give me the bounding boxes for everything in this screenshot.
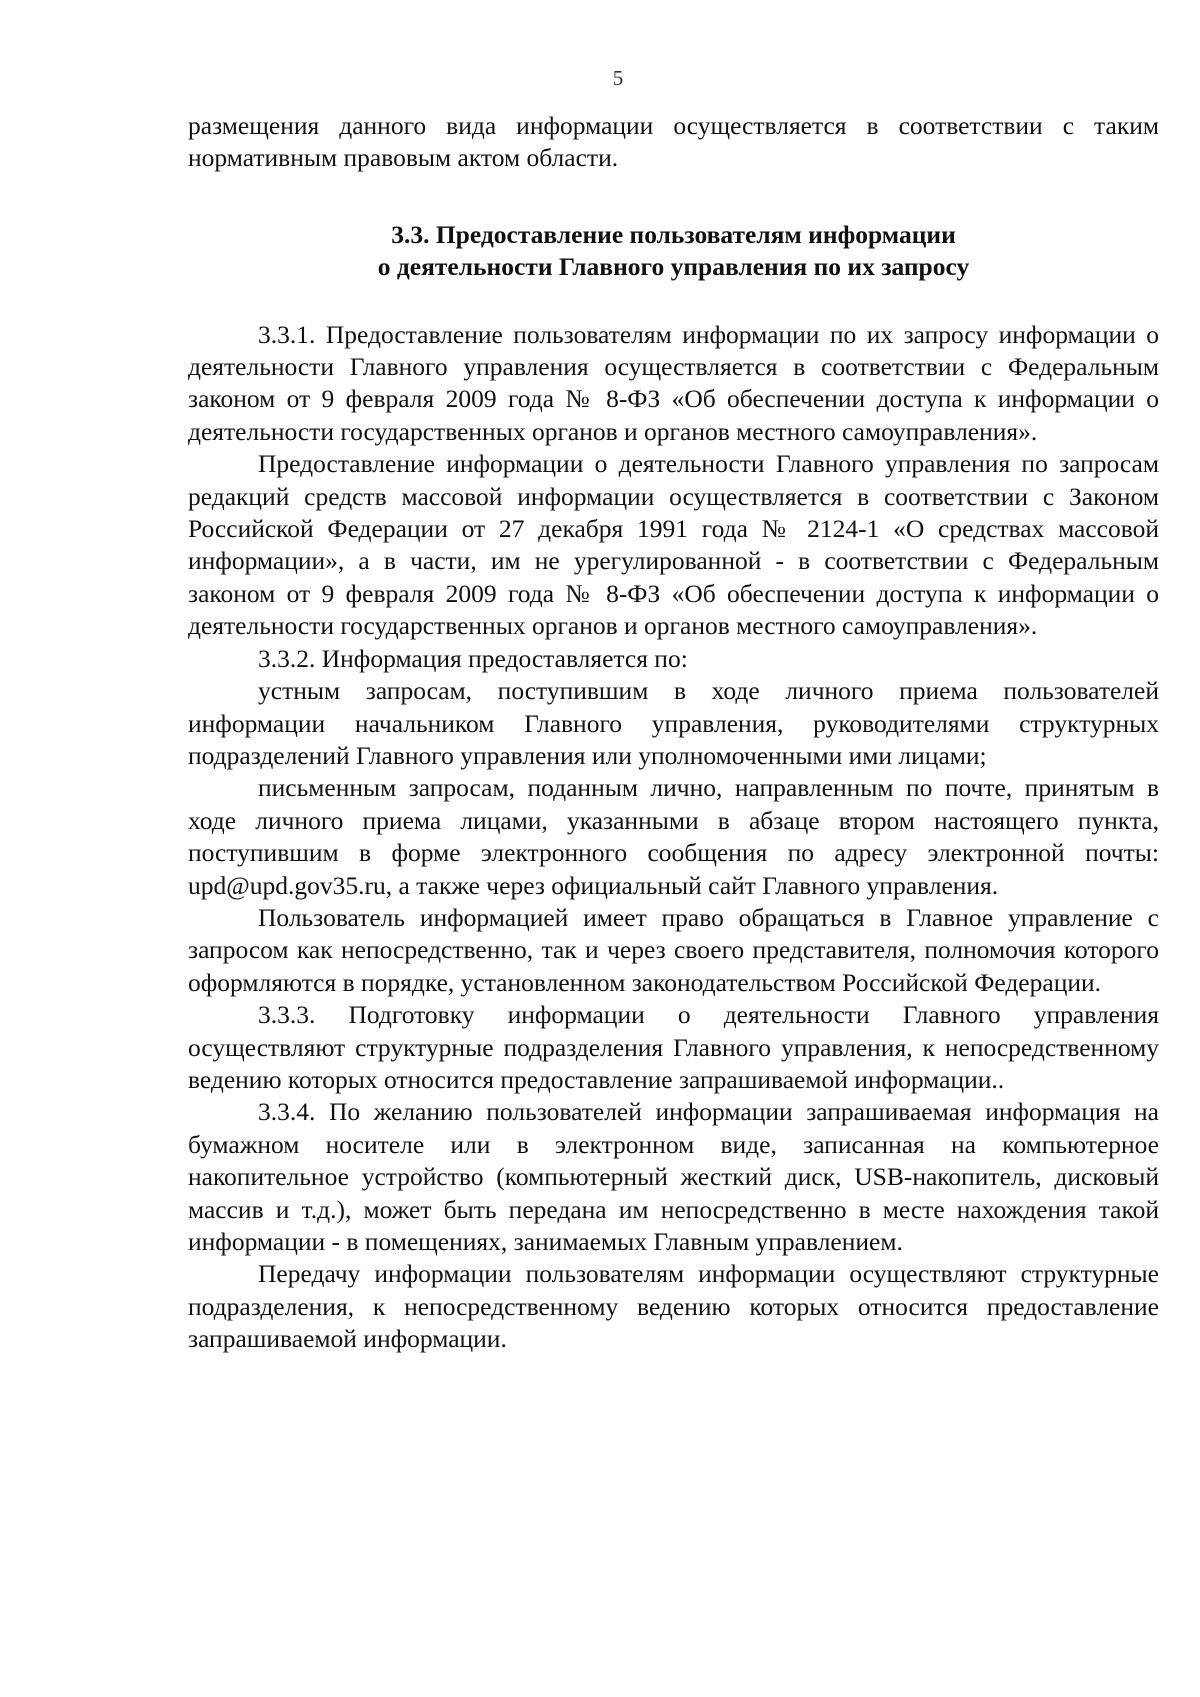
paragraph-written-requests: письменным запросам, поданным лично, направленным по почте, принятым в ходе личного приема лицами, указанными в абзаце втором настоящего пункта, поступившим в форме электронного сообщения по адресу электронной почты: upd@upd.gov35.ru, а также через официальный сайт Главного управления.	[188, 773, 1159, 900]
paragraph-user-rights: Пользователь информацией имеет право обращаться в Главное управление с запросом как непосредственно, так и через своего представителя, полномочия которого оформляются в порядке, установленном законодательством Российской Федерации.	[188, 902, 1159, 997]
section-heading-line-1: 3.3. Предоставление пользователям информации	[391, 219, 956, 249]
continuation-paragraph: размещения данного вида информации осуществляется в соответствии с таким нормативным правовым актом области.	[188, 111, 1159, 173]
section-heading	[188, 219, 1159, 284]
paragraph-3-3-1: 3.3.1. Предоставление пользователям информации по их запросу информации о деятельности Главного управления осуществляется в соответствии с Федеральным законом от 9 февраля 2009 года № 8-ФЗ «Об обеспечении доступа к информации о деятельности государственных органов и органов местного самоуправления».	[188, 319, 1159, 446]
paragraph-transfer: Передачу информации пользователям информации осуществляют структурные подразделения, к непосредственному ведению которых относится предоставление запрашиваемой информации.	[188, 1259, 1159, 1354]
paragraph-3-3-4: 3.3.4. По желанию пользователей информации запрашиваемая информация на бумажном носителе или в электронном виде, записанная на компьютерное накопительное устройство (компьютерный жесткий диск, USB-накопитель, дисковый массив и т.д.), может быть передана им непосредственно в месте нахождения такой информации - в помещениях, занимаемых Главным управлением.	[188, 1097, 1159, 1256]
section-heading-line-2: о деятельности Главного управления по их запросу	[377, 252, 970, 282]
paragraph-oral-requests: устным запросам, поступившим в ходе личного приема пользователей информации начальником Главного управления, руководителями структурных подразделений Главного управления или уполномоченными ими лицами;	[188, 676, 1159, 770]
paragraph-3-3-3: 3.3.3. Подготовку информации о деятельности Главного управления осуществляют структурные подразделения Главного управления, к непосредственному ведению которых относится предоставление запрашиваемой информации..	[188, 1000, 1159, 1094]
page-number: 5	[612, 66, 624, 90]
paragraph-3-3-2: 3.3.2. Информация предоставляется по:	[258, 643, 688, 673]
document-body	[188, 110, 1159, 1356]
paragraph-media-requests: Предоставление информации о деятельности Главного управления по запросам редакций средств массовой информации осуществляется в соответствии с Законом Российской Федерации от 27 декабря 1991 года № 2124-1 «О средствах массовой информации», а в части, им не урегулированной - в соответствии с Федеральным законом от 9 февраля 2009 года № 8-ФЗ «Об обеспечении доступа к информации о деятельности государственных органов и органов местного самоуправления».	[188, 449, 1159, 641]
